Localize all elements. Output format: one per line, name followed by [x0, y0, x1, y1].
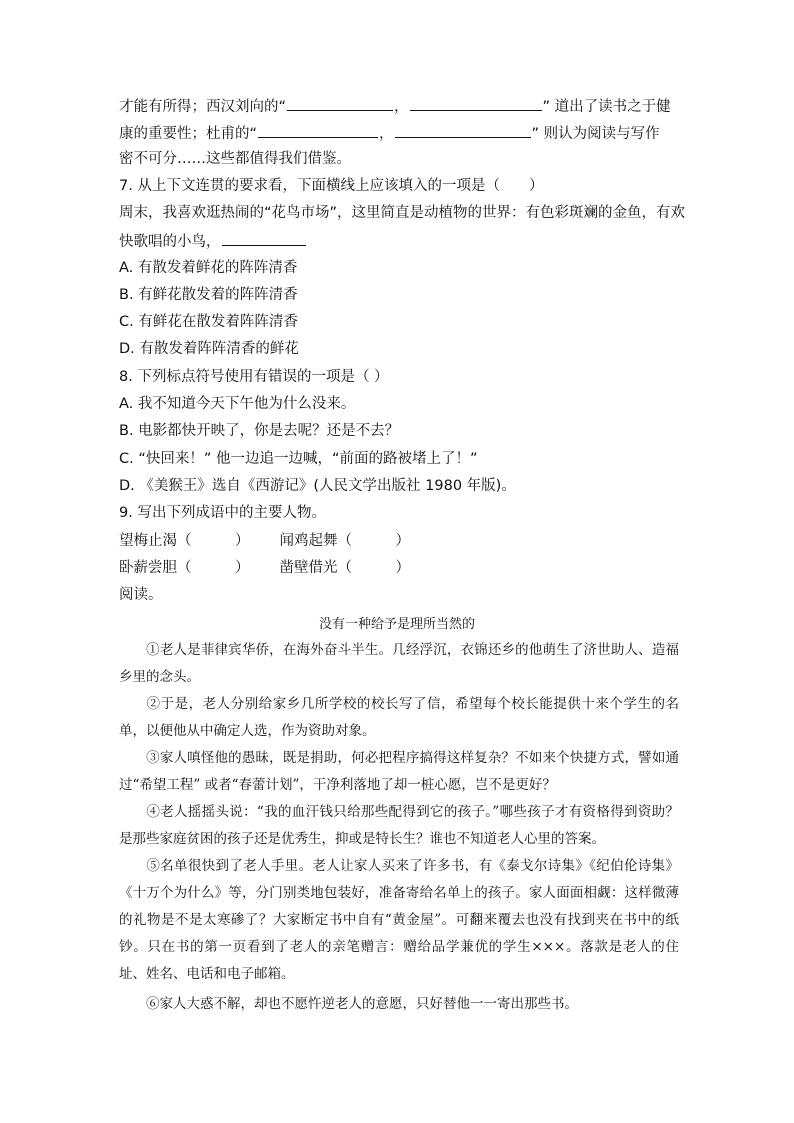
fill-blank [222, 230, 306, 246]
fill-blank [410, 95, 542, 111]
paragraph-text: ③家人嗔怪他的愚昧，既是捐助，何必把程序搞得这样复杂？不如来个快捷方式，譬如通过“希望工程” 或者“春蕾计划”，干净利落地了却一桩心愿，岂不是更好？ [119, 750, 679, 793]
article-title: 没有一种给予是理所当然的 [318, 617, 475, 632]
q8-option-c: C. “快回来！” 他一边追一边喊，“前面的路被堵上了！” [119, 451, 478, 467]
idiom-item: 卧薪尝胆（ ） [119, 560, 250, 576]
q7-option-b: B. 有鲜花散发着的阵阵清香 [119, 287, 298, 303]
idiom-item: 望梅止渴（ ） [119, 533, 250, 549]
q7-option-c: C. 有鲜花在散发着阵阵清香 [119, 314, 298, 330]
text-segment: 康的重要性；杜甫的“ [119, 126, 258, 142]
paragraph-text: ④老人摇摇头说：“我的血汗钱只给那些配得到它的孩子。”哪些孩子才有资格得到资助？是那些家庭贫困的孩子还是优秀生，抑或是特长生？谁也不知道老人心里的答案。 [119, 804, 679, 847]
paragraph-text: ①老人是菲律宾华侨，在海外奋斗半生。几经浮沉，衣锦还乡的他萌生了济世助人、造福乡里的念头。 [119, 642, 679, 685]
article-paragraph [119, 799, 679, 853]
reading-label: 阅读。 [119, 587, 163, 603]
q8-option-b: B. 电影都快开映了，你是去呢？还是不去？ [119, 423, 400, 439]
article-paragraph [119, 853, 679, 988]
q8-option-a: A. 我不知道今天下午他为什么没来。 [119, 396, 356, 412]
idiom-item: 闻鸡起舞（ ） [279, 533, 410, 549]
paragraph-text: ②于是，老人分别给家乡几所学校的校长写了信，希望每个校长能提供十来个学生的名单，以便他从中确定人选，作为资助对象。 [119, 696, 679, 739]
text-segment: ” 道出了读书之于健 [542, 99, 671, 115]
article-paragraph [119, 637, 679, 691]
q7-passage [119, 230, 307, 252]
q9-row [119, 531, 410, 551]
q7-option-a: A. 有散发着鲜花的阵阵清香 [119, 260, 298, 276]
idiom-item: 凿壁借光（ ） [279, 560, 410, 576]
q7-passage: 周末，我喜欢逛热闹的“花鸟市场”，这里简直是动植物的世界：有色彩斑斓的金鱼，有欢 [119, 205, 686, 221]
q9-row [119, 558, 410, 578]
question-7: 7. 从上下文连贯的要求看，下面横线上应该填入的一项是（ ） [119, 178, 544, 194]
text-segment: 快歌唱的小鸟， [119, 234, 221, 250]
article-paragraph [119, 745, 679, 799]
text-line [119, 122, 660, 144]
paragraph-text: ⑤名单很快到了老人手里。老人让家人买来了许多书，有《泰戈尔诗集》《纪伯伦诗集》《十万个为什么》等，分门别类地包装好，准备寄给名单上的孩子。家人面面相觑：这样微薄的礼物是不是太寒碜了？大家断定书中自有“黄金屋”。可翻来覆去也没有找到夹在书中的纸钞。只在书的第一页看到了老人的亲笔赠言：赠给品学兼优的学生×××。落款是老人的住址、姓名、电话和电子邮箱。 [119, 858, 679, 982]
text-segment: 才能有所得；西汉刘向的“ [119, 99, 287, 115]
text-segment: ” 则认为阅读与写作 [531, 126, 660, 142]
article-paragraph [119, 991, 679, 1018]
text-line: 密不可分……这些都值得我们借鉴。 [119, 151, 351, 167]
text-segment: ， [394, 99, 409, 115]
fill-blank [258, 122, 378, 138]
question-8: 8. 下列标点符号使用有错误的一项是（ ） [119, 369, 389, 385]
question-9: 9. 写出下列成语中的主要人物。 [119, 505, 326, 521]
fill-blank [395, 122, 531, 138]
q7-option-d: D. 有散发着阵阵清香的鲜花 [119, 341, 299, 357]
text-line [119, 95, 671, 117]
fill-blank [287, 95, 393, 111]
q8-option-d: D. 《美猴王》选自《西游记》(人民文学出版社 1980 年版)。 [119, 478, 516, 494]
text-segment: ， [379, 126, 394, 142]
article-paragraph [119, 691, 679, 745]
paragraph-text: ⑥家人大惑不解，却也不愿忤逆老人的意愿，只好替他一一寄出那些书。 [146, 996, 578, 1012]
